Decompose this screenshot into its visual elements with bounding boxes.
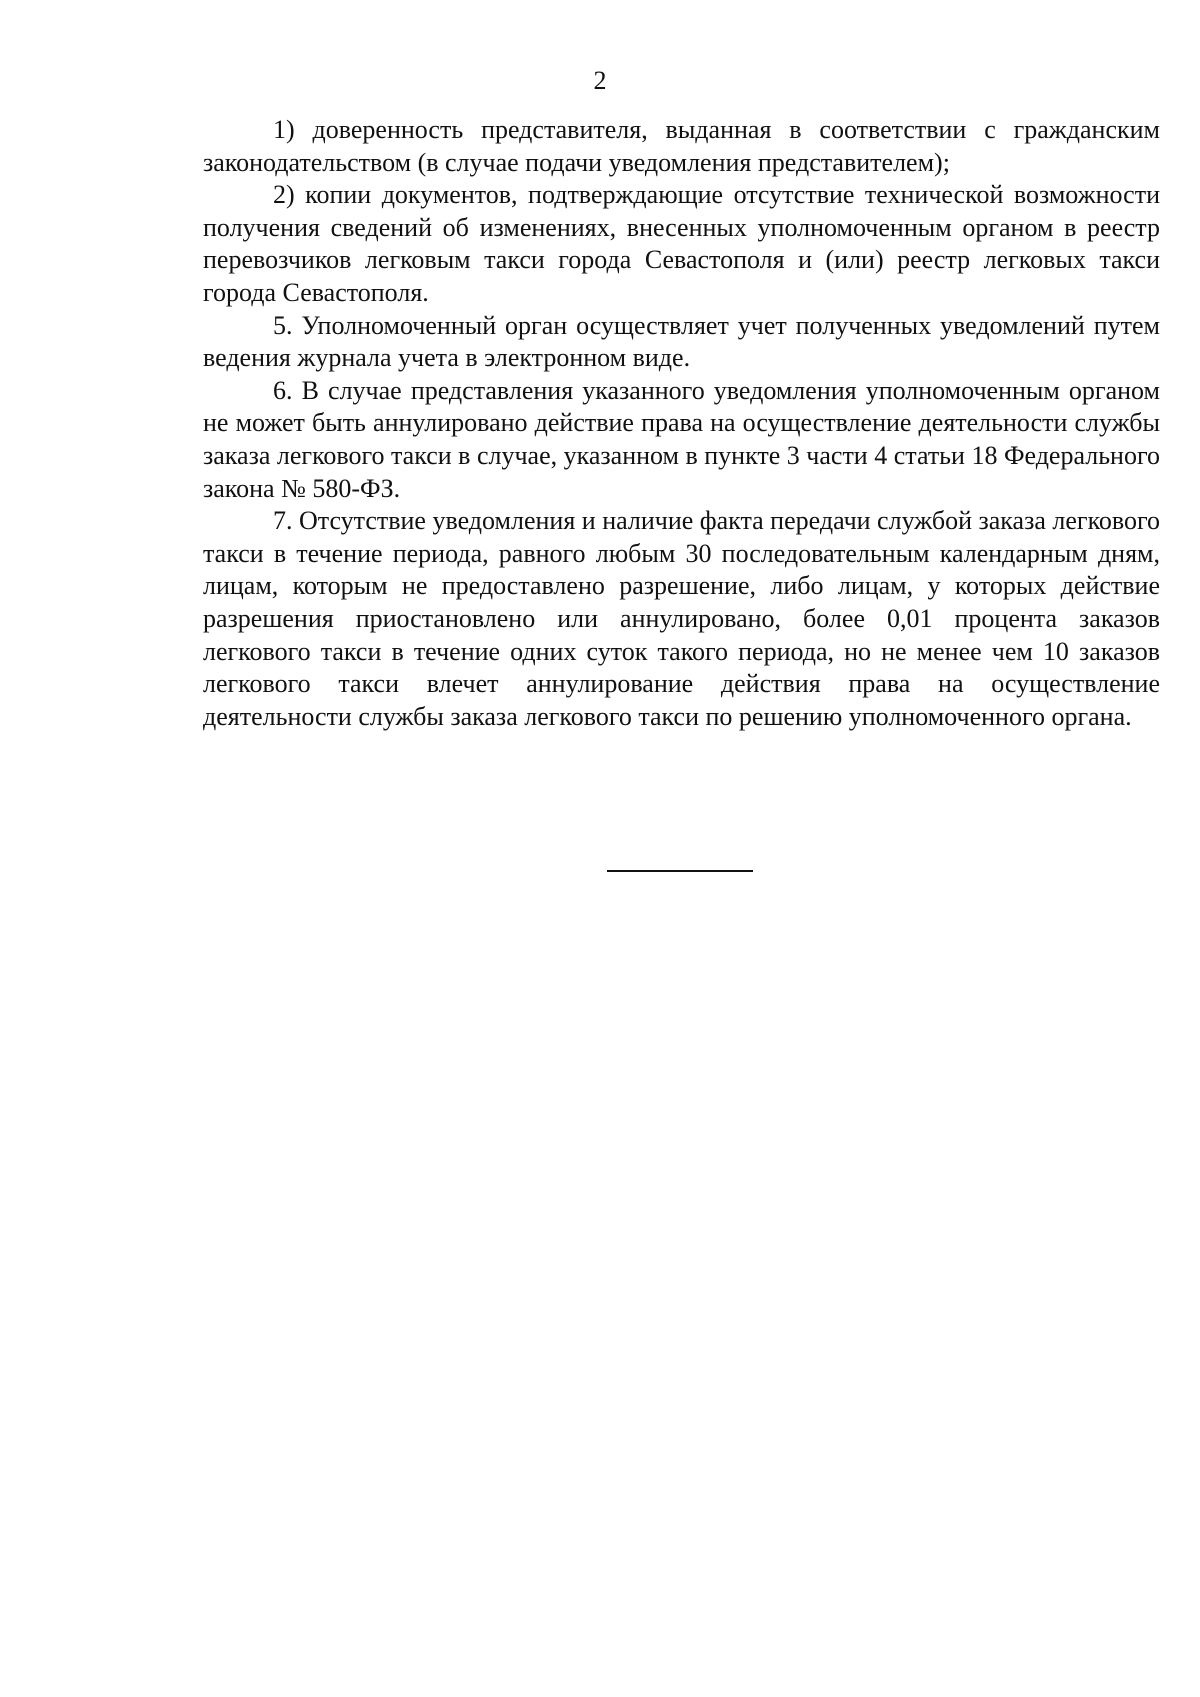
paragraph-document-copies: 2) копии документов, подтверждающие отсутствие технической возможности получения сведений об изменениях, внесенных уполномоченным органом в реестр перевозчиков легковым такси города Севастополя и (или) реестр легковых такси города Севастополя. — [203, 180, 1160, 307]
end-divider-line — [607, 870, 753, 872]
page-number: 2 — [593, 66, 607, 95]
paragraph-clause-7: 7. Отсутствие уведомления и наличие факта передачи службой заказа легкового такси в течение периода, равного любым 30 последовательным календарным дням, лицам, которым не предоставлено разрешение, либо лицам, у которых действие разрешения приостановлено или аннулировано, более 0,01 процента заказов легкового такси в течение одних суток такого периода, но не менее чем 10 заказов легкового такси влечет аннулирование действия права на осуществление деятельности службы заказа легкового такси по решению уполномоченного органа. — [203, 506, 1160, 731]
paragraph-clause-5: 5. Уполномоченный орган осуществляет учет полученных уведомлений путем ведения журнала учета в электронном виде. — [203, 310, 1160, 373]
paragraph-clause-6: 6. В случае представления указанного уведомления уполномоченным органом не может быть аннулировано действие права на осуществление деятельности службы заказа легкового такси в случае, указанном в пункте 3 части 4 статьи 18 Федерального закона № 580-ФЗ. — [203, 375, 1160, 503]
paragraph-power-of-attorney: 1) доверенность представителя, выданная в соответствии с гражданским законодательством (в случае подачи уведомления представителем); — [203, 115, 1160, 177]
document-body — [203, 114, 1160, 733]
